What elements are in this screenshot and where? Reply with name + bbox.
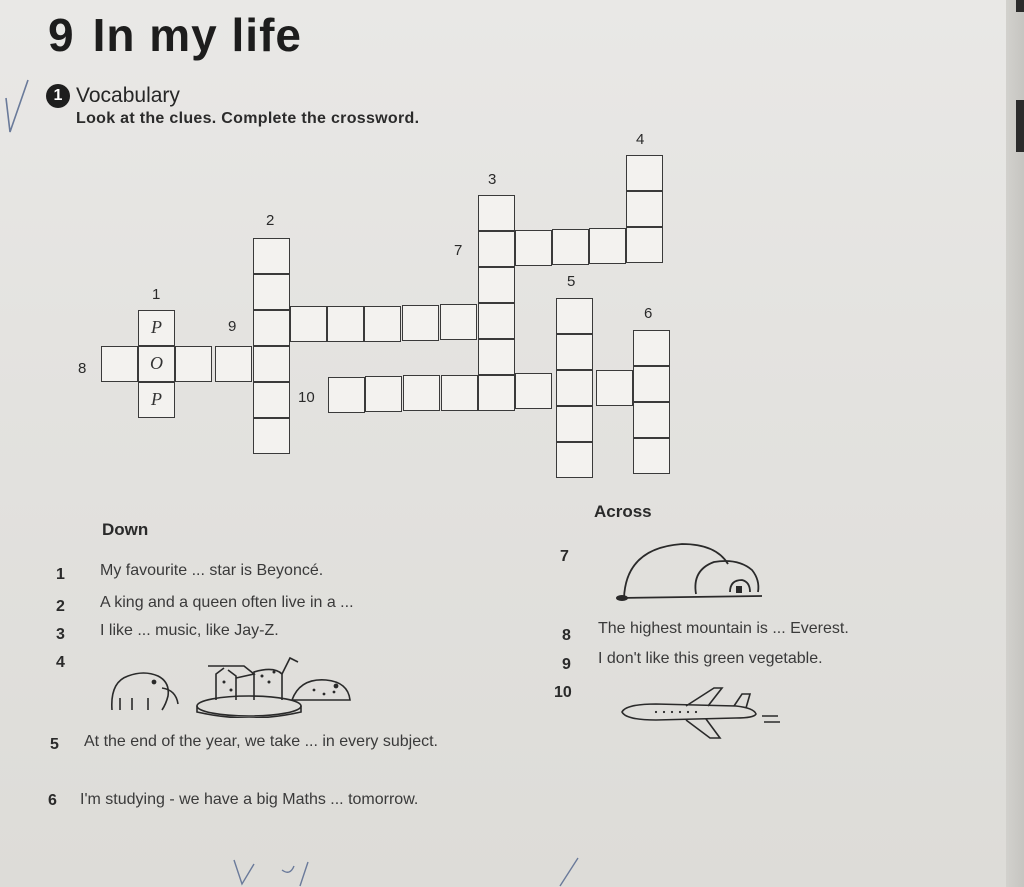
crossword-cell[interactable]	[556, 334, 593, 370]
crossword-cell[interactable]	[253, 310, 290, 346]
crossword-cell[interactable]	[364, 306, 401, 342]
grid-number-10: 10	[298, 389, 315, 406]
crossword-cell[interactable]	[478, 375, 515, 411]
grid-number-2: 2	[266, 212, 275, 229]
down-clue-number: 2	[56, 598, 65, 615]
crossword-cell[interactable]	[440, 304, 477, 340]
crossword-cell[interactable]	[556, 442, 593, 478]
crossword-cell[interactable]	[478, 267, 515, 303]
grid-number-5: 5	[567, 273, 576, 290]
across-clue-number: 7	[560, 548, 569, 565]
crossword-cell[interactable]	[441, 375, 478, 411]
crossword-cell[interactable]	[633, 402, 670, 438]
down-clue-text: A king and a queen often live in a ...	[100, 594, 354, 611]
crossword-cell[interactable]	[633, 438, 670, 474]
crossword-cell[interactable]	[402, 305, 439, 341]
cell-letter: P	[151, 389, 162, 409]
grid-number-4: 4	[636, 131, 645, 148]
crossword-cell[interactable]	[552, 229, 589, 265]
crossword-cell[interactable]	[556, 298, 593, 334]
down-clue-number: 1	[56, 566, 65, 583]
down-heading: Down	[102, 520, 149, 539]
crossword-cell[interactable]	[596, 370, 633, 406]
across-clue-text: The highest mountain is ... Everest.	[598, 620, 849, 637]
crossword-cell[interactable]	[626, 227, 663, 263]
crossword-cell[interactable]	[633, 330, 670, 366]
crossword-cell[interactable]	[403, 375, 440, 411]
across-clue-number: 9	[562, 656, 571, 673]
crossword-cell[interactable]	[556, 370, 593, 406]
grid-number-8: 8	[78, 360, 87, 377]
grid-number-6: 6	[644, 305, 653, 322]
across-clue-text: I don't like this green vegetable.	[598, 650, 823, 667]
crossword-cell[interactable]	[556, 406, 593, 442]
crossword-cell[interactable]	[253, 274, 290, 310]
zoo-animals-picture	[104, 652, 358, 718]
down-clue-text: My favourite ... star is Beyoncé.	[100, 562, 324, 579]
down-clue-number: 6	[48, 792, 57, 809]
down-clue-number: 3	[56, 626, 65, 643]
crossword-cell[interactable]	[215, 346, 252, 382]
crossword-cell[interactable]	[589, 228, 626, 264]
crossword-cell[interactable]	[515, 230, 552, 266]
section-title: Vocabulary	[76, 84, 180, 107]
crossword-cell[interactable]	[626, 155, 663, 191]
crossword-cell[interactable]	[365, 376, 402, 412]
unit-title-text: In my life	[92, 9, 302, 61]
cell-letter: O	[150, 353, 163, 373]
grid-number-9: 9	[228, 318, 237, 335]
grid-number-7: 7	[454, 242, 463, 259]
crossword-cell[interactable]	[328, 377, 365, 413]
instructions: Look at the clues. Complete the crossword.	[76, 110, 420, 127]
crossword-cell[interactable]	[253, 418, 290, 454]
crossword-cell[interactable]	[478, 303, 515, 339]
crossword-cell[interactable]	[253, 238, 290, 274]
grid-number-1: 1	[152, 286, 161, 303]
down-clue-number: 5	[50, 736, 59, 753]
crossword-cell[interactable]	[478, 339, 515, 375]
crossword-cell[interactable]	[253, 382, 290, 418]
pen-marks	[556, 856, 586, 887]
pen-marks	[220, 856, 320, 887]
crossword-cell[interactable]	[515, 373, 552, 409]
crossword-cell[interactable]	[101, 346, 138, 382]
cell-letter: P	[151, 317, 162, 337]
crossword-cell[interactable]	[478, 231, 515, 267]
crossword-cell[interactable]	[478, 195, 515, 231]
across-heading: Across	[594, 502, 652, 521]
crossword-cell[interactable]	[253, 346, 290, 382]
grid-number-3: 3	[488, 171, 497, 188]
down-clue-text: At the end of the year, we take ... in every subject.	[84, 733, 438, 750]
across-clue-number: 10	[554, 684, 572, 701]
igloo-picture	[612, 540, 768, 606]
down-clue-text: I'm studying - we have a big Maths ... tomorrow.	[80, 791, 419, 808]
crossword-cell[interactable]	[327, 306, 364, 342]
section-number-badge: 1	[46, 84, 70, 108]
down-clue-text: I like ... music, like Jay-Z.	[100, 622, 279, 639]
across-clue-number: 8	[562, 627, 571, 644]
crossword-cell[interactable]	[626, 191, 663, 227]
crossword-cell[interactable]	[633, 366, 670, 402]
crossword-cell[interactable]	[175, 346, 212, 382]
airplane-picture	[616, 682, 784, 744]
unit-number: 9	[48, 9, 75, 61]
down-clue-number: 4	[56, 654, 65, 671]
crossword-cell[interactable]	[290, 306, 327, 342]
